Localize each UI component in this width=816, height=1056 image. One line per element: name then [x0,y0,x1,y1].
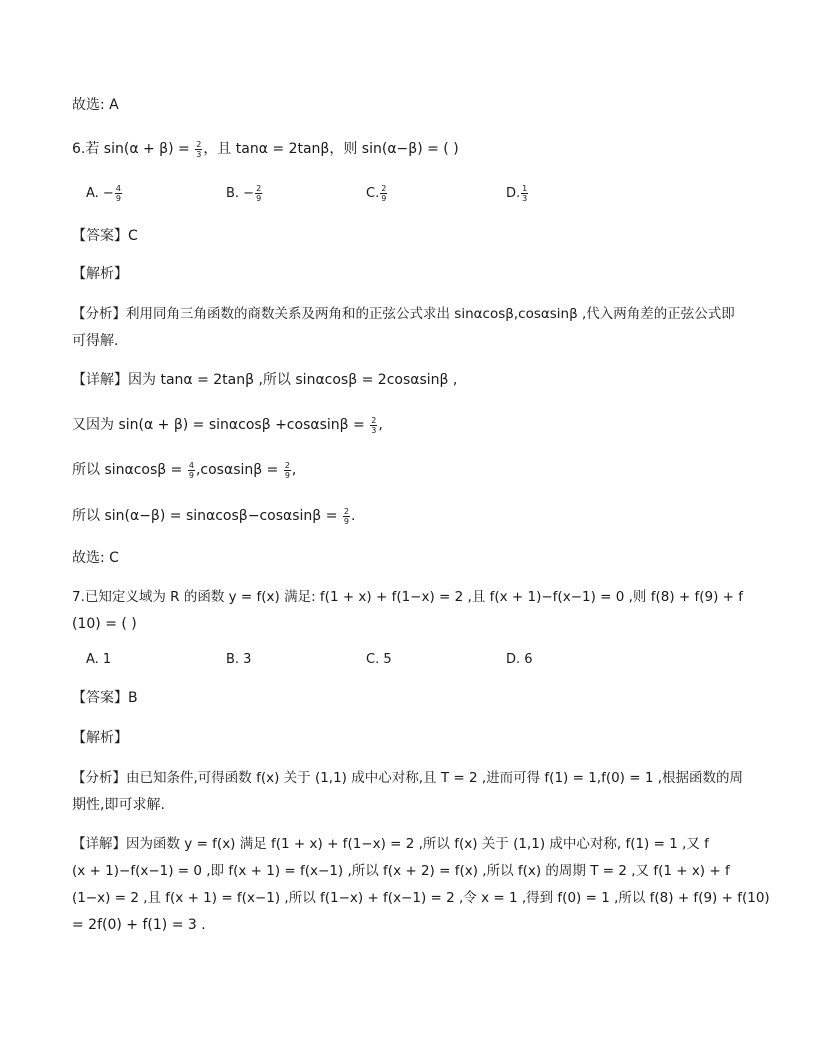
option-label: A. − [86,186,114,201]
frac-numerator: 4 [188,460,194,470]
text-segment: 所以 sin(α−β) = sinαcosβ−cosαsinβ = [72,508,342,524]
text-segment: 所以 sinαcosβ = [72,462,187,478]
prev-answer-choice: 故选: A [72,97,119,113]
q7-stem-line-2: (10) = ( ) [72,616,137,632]
q7-option-d: D. 6 [506,652,533,667]
q7-option-b: B. 3 [226,652,252,667]
q6-answer-choice: 故选: C [72,550,119,566]
frac-denominator: 9 [188,470,194,480]
frac-denominator: 3 [371,425,377,435]
frac-denominator: 9 [343,516,349,526]
q7-detail-line-3: (1−x) = 2 ,且 f(x + 1) = f(x−1) ,所以 f(1−x) + f(x−1) = 2 ,令 x = 1 ,得到 f(0) = 1 ,所以 f(8) + f(9) + f(10) [72,890,770,906]
text-segment: , [291,462,297,478]
q6-option-d [506,184,529,204]
frac-numerator: 4 [115,184,121,193]
option-fraction [380,184,387,203]
frac-numerator: 2 [381,184,387,193]
text-segment: , [378,417,383,433]
q6-detail-line-4 [72,506,355,526]
q7-stem-line-1: 7.已知定义域为 R 的函数 y = f(x) 满足: f(1 + x) + f(1−x) = 2 ,且 f(x + 1)−f(x−1) = 0 ,则 f(8) + f(9) + f [72,589,744,605]
fraction [343,507,350,526]
q6-analysis-heading: 【解析】 [72,266,128,282]
fraction [284,461,291,480]
frac-numerator: 1 [522,184,528,193]
q7-analysis-heading: 【解析】 [72,730,128,746]
q7-analysis-line-2: 期性,即可求解. [72,797,165,813]
option-fraction [255,184,262,203]
frac-numerator: 2 [196,139,202,149]
q6-detail-line-1: 【详解】因为 tanα = 2tanβ ,所以 sinαcosβ = 2cosαsinβ , [72,372,458,388]
q6-stem-text-b: ，且 tanα = 2tanβ，则 sin(α−β) = ( ) [203,141,459,157]
q7-analysis-line-1: 【分析】由已知条件,可得函数 f(x) 关于 (1,1) 成中心对称,且 T = 2 ,进而可得 f(1) = 1,f(0) = 1 ,根据函数的周 [72,770,744,786]
q7-option-c: C. 5 [366,652,392,667]
q6-analysis-line-1: 【分析】利用同角三角函数的商数关系及两角和的正弦公式求出 sinαcosβ,cosαsinβ ,代入两角差的正弦公式即 [72,306,735,322]
q6-answer: 【答案】C [72,228,138,244]
frac-numerator: 2 [343,506,349,516]
q6-stem-fraction [195,140,202,159]
q6-detail-line-3 [72,460,296,480]
option-label: C. [366,186,380,201]
text-segment: 又因为 sin(α + β) = sinαcosβ +cosαsinβ = [72,417,370,433]
q6-stem [72,139,459,159]
option-label: D. [506,186,521,201]
text-segment: . [350,508,356,524]
q6-stem-text-a: 6.若 sin(α + β) = [72,141,195,157]
q7-detail-line-4: = 2f(0) + f(1) = 3 . [72,917,206,933]
q7-detail-line-2: (x + 1)−f(x−1) = 0 ,即 f(x + 1) = f(x−1) ,所以 f(x + 2) = f(x) ,所以 f(x) 的周期 T = 2 ,又 f(1 + x) + f [72,863,730,879]
frac-numerator: 2 [284,460,290,470]
q6-option-b [226,184,263,204]
q7-detail-line-1: 【详解】因为函数 y = f(x) 满足 f(1 + x) + f(1−x) = 2 ,所以 f(x) 关于 (1,1) 成中心对称, f(1) = 1 ,又 f [72,836,709,852]
option-label: B. − [226,186,255,201]
frac-denominator: 3 [522,194,528,203]
option-fraction [521,184,528,203]
q6-detail-line-2 [72,415,383,435]
fraction [370,416,377,435]
q7-option-a: A. 1 [86,652,112,667]
frac-denominator: 9 [381,194,387,203]
frac-numerator: 2 [371,415,377,425]
q6-option-c [366,184,388,204]
q6-option-a [86,184,123,204]
frac-denominator: 3 [196,149,202,159]
frac-denominator: 9 [284,470,290,480]
fraction [188,461,195,480]
frac-denominator: 9 [256,194,262,203]
q6-analysis-line-2: 可得解. [72,333,119,349]
text-segment: ,cosαsinβ = [195,462,283,478]
frac-denominator: 9 [115,194,121,203]
q7-answer: 【答案】B [72,690,138,706]
frac-numerator: 2 [256,184,262,193]
option-fraction [115,184,122,203]
